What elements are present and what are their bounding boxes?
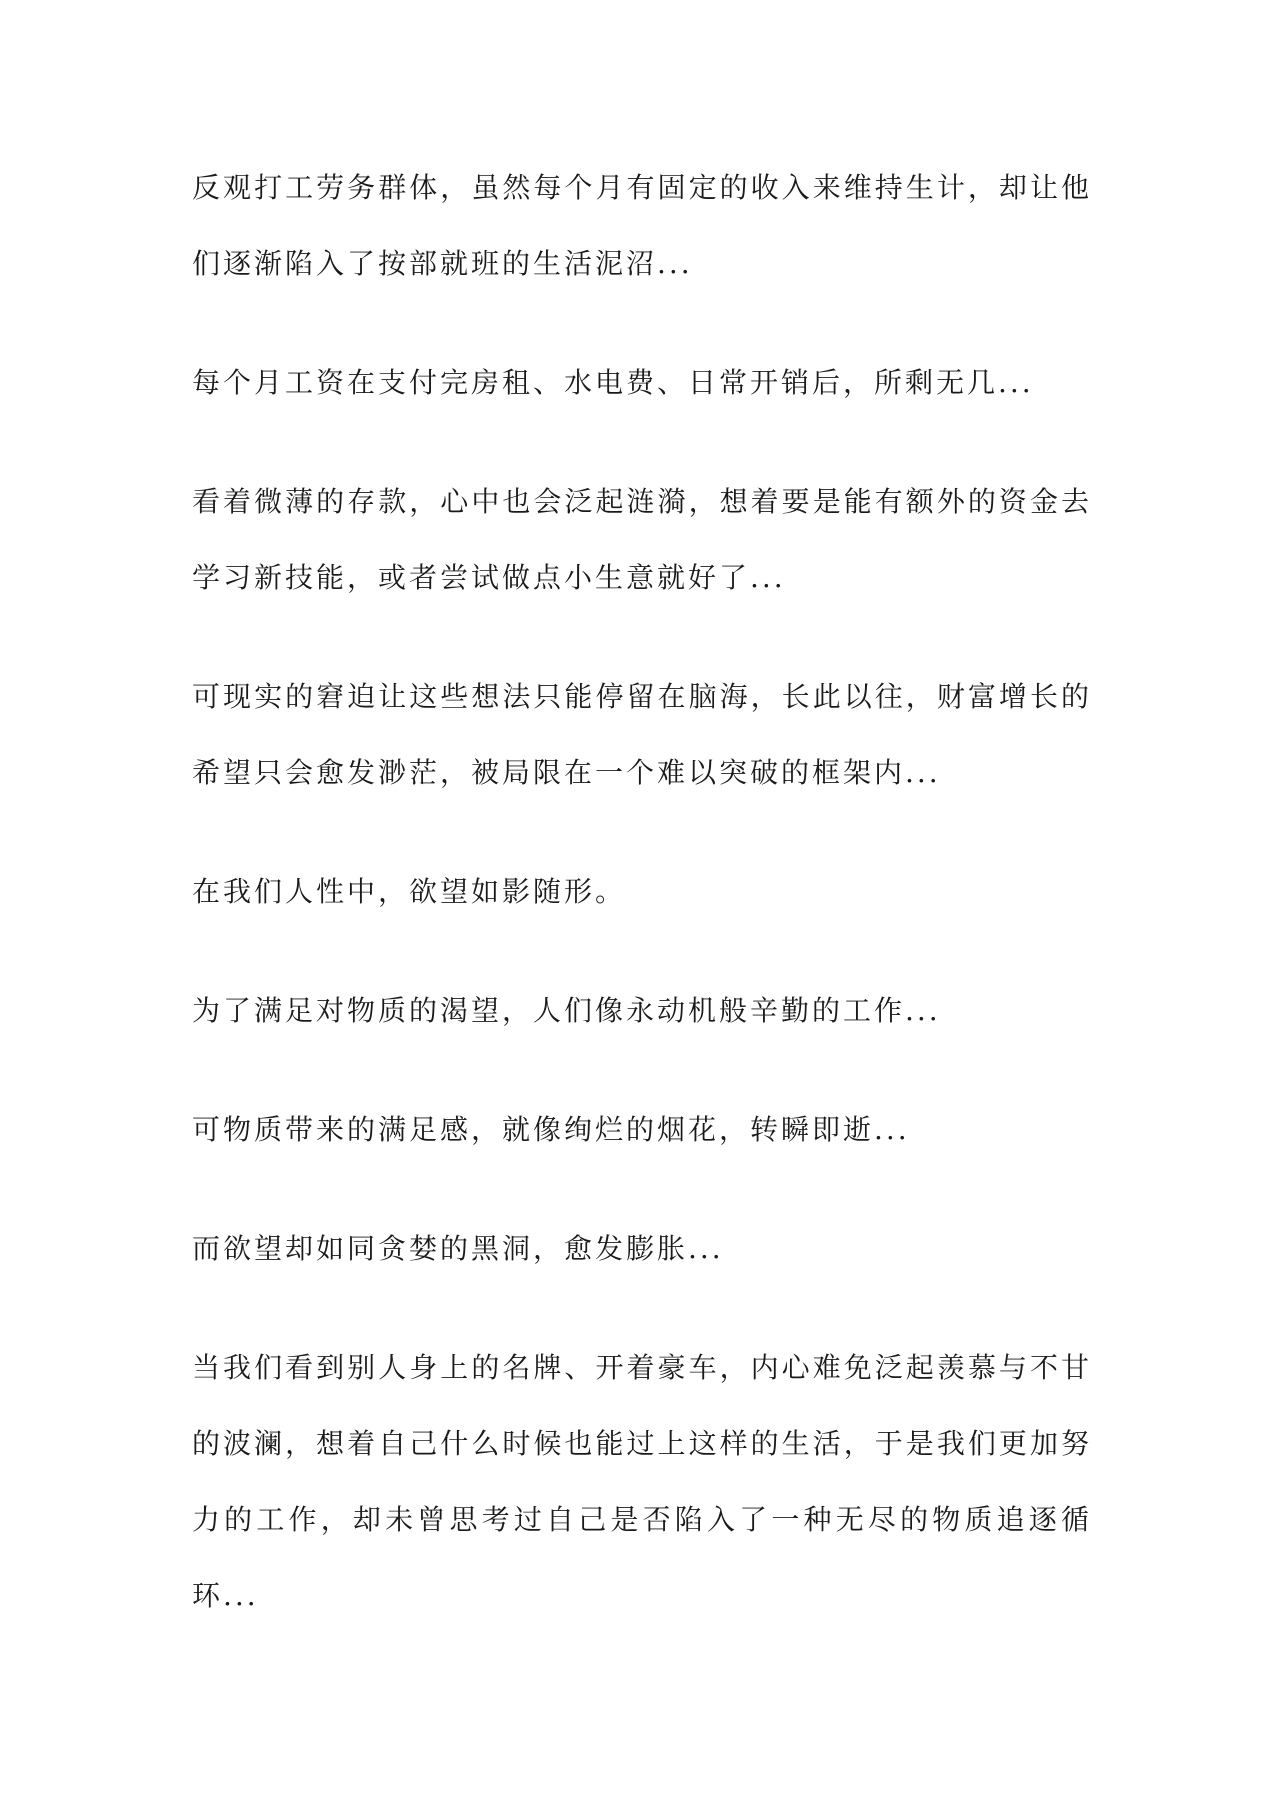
paragraph: 反观打工劳务群体，虽然每个月有固定的收入来维持生计，却让他们逐渐陷入了按部就班的生活泥沼... (192, 171, 1092, 280)
paragraph: 而欲望却如同贪婪的黑洞，愈发膨胀... (192, 1232, 724, 1265)
paragraph: 在我们人性中，欲望如影随形。 (192, 875, 627, 908)
paragraph: 可物质带来的满足感，就像绚烂的烟花，转瞬即逝... (192, 1113, 910, 1146)
paragraph: 为了满足对物质的渴望，人们像永动机般辛勤的工作... (192, 994, 941, 1027)
paragraph: 看着微薄的存款，心中也会泛起涟漪，想着要是能有额外的资金去学习新技能，或者尝试做点小生意就好了... (192, 485, 1092, 594)
paragraph: 可现实的窘迫让这些想法只能停留在脑海，长此以往，财富增长的希望只会愈发渺茫，被局限在一个难以突破的框架内... (192, 680, 1092, 789)
paragraph: 每个月工资在支付完房租、水电费、日常开销后，所剩无几... (192, 366, 1034, 399)
paragraph: 当我们看到别人身上的名牌、开着豪车，内心难免泛起羡慕与不甘的波澜，想着自己什么时候也能过上这样的生活，于是我们更加努力的工作，却未曾思考过自己是否陷入了一种无尽的物质追逐循环... (192, 1351, 1092, 1612)
document-body (192, 150, 1092, 1677)
